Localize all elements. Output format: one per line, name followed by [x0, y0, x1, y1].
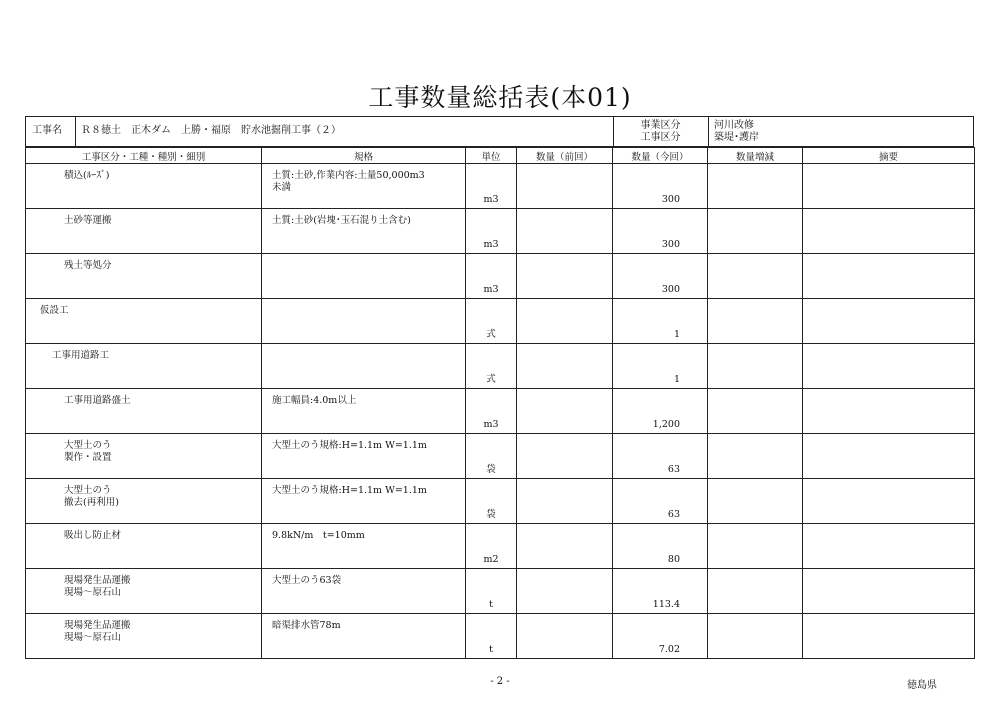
spec-line: 大型土のう規格:H=1.1m W=1.1m	[272, 440, 427, 451]
unit-value: t	[489, 599, 493, 610]
unit-value: m2	[483, 554, 499, 565]
current-qty-cell	[613, 524, 708, 569]
current-qty-value: 63	[667, 464, 680, 475]
current-qty-value: 7.02	[658, 644, 680, 655]
spec-text	[262, 209, 465, 227]
item-cell	[26, 209, 262, 254]
unit-cell	[466, 299, 517, 344]
unit-value: 袋	[486, 509, 496, 520]
qty-change-cell	[708, 344, 803, 389]
col-header-prev-qty: 数量（前回）	[517, 148, 613, 164]
business-category-value: 河川改修	[714, 120, 754, 131]
spec-line: 土質:土砂,作業内容:土量50,000m3	[272, 170, 425, 181]
unit-value: m3	[483, 194, 499, 205]
item-name	[26, 389, 261, 407]
prev-qty-cell	[517, 209, 613, 254]
spec-text	[262, 344, 465, 350]
prev-qty-cell	[517, 254, 613, 299]
col-header-unit: 単位	[466, 148, 517, 164]
remarks-cell	[803, 209, 975, 254]
prev-qty-cell	[517, 164, 613, 209]
unit-value: m3	[483, 239, 499, 250]
spec-cell	[262, 344, 466, 389]
item-name-line: 土砂等運搬	[64, 215, 112, 226]
item-name	[26, 299, 261, 317]
spec-cell	[262, 524, 466, 569]
spec-cell	[262, 479, 466, 524]
prev-qty-cell	[517, 479, 613, 524]
item-cell	[26, 569, 262, 614]
current-qty-cell	[613, 389, 708, 434]
item-name	[26, 434, 261, 464]
spec-cell	[262, 209, 466, 254]
spec-line: 大型土のう規格:H=1.1m W=1.1m	[272, 485, 427, 496]
item-name	[26, 344, 261, 362]
col-header-item: 工事区分・工種・種別・細別	[26, 148, 262, 164]
current-qty-value: 80	[667, 554, 680, 565]
category-labels	[613, 120, 708, 144]
table-header-row	[26, 148, 975, 164]
remarks-cell	[803, 299, 975, 344]
unit-cell	[466, 209, 517, 254]
table-row	[26, 344, 975, 389]
item-name-line: 大型土のう	[64, 485, 112, 496]
unit-cell	[466, 389, 517, 434]
table-row	[26, 524, 975, 569]
current-qty-cell	[613, 434, 708, 479]
unit-value: m3	[483, 419, 499, 430]
item-name	[26, 254, 261, 272]
table-row	[26, 209, 975, 254]
item-name-line: 工事用道路盛土	[64, 395, 131, 406]
current-qty-value: 1	[673, 329, 680, 340]
remarks-cell	[803, 524, 975, 569]
prev-qty-cell	[517, 524, 613, 569]
current-qty-value: 113.4	[652, 599, 680, 610]
col-header-remarks: 摘要	[803, 148, 975, 164]
remarks-cell	[803, 254, 975, 299]
spec-text	[262, 434, 465, 452]
spec-cell	[262, 389, 466, 434]
qty-change-cell	[708, 164, 803, 209]
table-row	[26, 569, 975, 614]
spec-cell	[262, 164, 466, 209]
prev-qty-cell	[517, 569, 613, 614]
item-name-line: 撤去(再利用)	[64, 497, 119, 508]
col-header-spec: 規格	[262, 148, 466, 164]
current-qty-value: 300	[661, 284, 680, 295]
item-cell	[26, 524, 262, 569]
item-name-line: 積込(ﾙｰｽﾞ)	[64, 170, 110, 181]
current-qty-cell	[613, 614, 708, 659]
spec-text	[262, 569, 465, 587]
item-name-line: 仮設工	[40, 305, 69, 316]
qty-change-cell	[708, 299, 803, 344]
remarks-cell	[803, 434, 975, 479]
current-qty-cell	[613, 479, 708, 524]
item-cell	[26, 344, 262, 389]
current-qty-value: 300	[661, 239, 680, 250]
item-name-line: 現場～原石山	[64, 632, 122, 643]
spec-cell	[262, 299, 466, 344]
item-cell	[26, 164, 262, 209]
current-qty-cell	[613, 344, 708, 389]
qty-change-cell	[708, 254, 803, 299]
quantity-summary-table	[25, 147, 975, 659]
qty-change-cell	[708, 524, 803, 569]
work-category-label: 工事区分	[640, 132, 681, 143]
spec-cell	[262, 569, 466, 614]
remarks-cell	[803, 344, 975, 389]
prev-qty-cell	[517, 344, 613, 389]
current-qty-cell	[613, 569, 708, 614]
item-name-line: 現場～原石山	[64, 587, 122, 598]
item-name	[26, 209, 261, 227]
spec-text	[262, 479, 465, 497]
item-name-line: 吸出し防止材	[64, 530, 122, 541]
table-row	[26, 614, 975, 659]
spec-line: 施工幅員:4.0m以上	[272, 395, 357, 406]
spec-text	[262, 299, 465, 305]
remarks-cell	[803, 614, 975, 659]
table-row	[26, 164, 975, 209]
spec-text	[262, 254, 465, 260]
current-qty-value: 63	[667, 509, 680, 520]
current-qty-value: 1,200	[652, 419, 680, 430]
unit-value: m3	[483, 284, 499, 295]
spec-line: 9.8kN/m t=10mm	[272, 530, 365, 541]
unit-cell	[466, 434, 517, 479]
work-category-value: 築堤･護岸	[714, 132, 759, 143]
qty-change-cell	[708, 614, 803, 659]
item-name-line: 工事用道路工	[52, 350, 110, 361]
qty-change-cell	[708, 209, 803, 254]
unit-cell	[466, 479, 517, 524]
item-name	[26, 479, 261, 509]
item-name-line: 残土等処分	[64, 260, 112, 271]
spec-line: 大型土のう63袋	[272, 575, 342, 586]
item-name-line: 現場発生品運搬	[64, 575, 131, 586]
current-qty-value: 300	[661, 194, 680, 205]
item-cell	[26, 299, 262, 344]
table-row	[26, 389, 975, 434]
spec-line: 暗渠排水管78m	[272, 620, 341, 631]
spec-cell	[262, 434, 466, 479]
unit-value: 式	[486, 374, 496, 385]
item-name	[26, 569, 261, 599]
page-number: - 2 -	[490, 676, 510, 687]
prev-qty-cell	[517, 614, 613, 659]
unit-cell	[466, 614, 517, 659]
page-title: 工事数量総括表(本01)	[368, 83, 632, 112]
remarks-cell	[803, 164, 975, 209]
spec-text	[262, 524, 465, 542]
business-category-label: 事業区分	[640, 120, 681, 131]
qty-change-cell	[708, 389, 803, 434]
spec-text	[262, 164, 465, 194]
spec-text	[262, 614, 465, 632]
col-header-qty-change: 数量増減	[708, 148, 803, 164]
unit-value: t	[489, 644, 493, 655]
project-name-value: Ｒ８徳土 正木ダム 上勝・福原 貯水池掘削工事（２）	[81, 125, 341, 136]
unit-cell	[466, 344, 517, 389]
spec-text	[262, 389, 465, 407]
remarks-cell	[803, 479, 975, 524]
item-name-line: 大型土のう	[64, 440, 112, 451]
item-cell	[26, 434, 262, 479]
qty-change-cell	[708, 434, 803, 479]
spec-cell	[262, 254, 466, 299]
unit-value: 式	[486, 329, 496, 340]
prev-qty-cell	[517, 389, 613, 434]
current-qty-cell	[613, 209, 708, 254]
project-header-box	[25, 116, 974, 147]
item-name-line: 製作・設置	[64, 452, 112, 463]
table-row	[26, 254, 975, 299]
current-qty-value: 1	[673, 374, 680, 385]
unit-cell	[466, 569, 517, 614]
organization-name: 徳島県	[907, 680, 937, 691]
table-row	[26, 434, 975, 479]
table-row	[26, 479, 975, 524]
category-values	[714, 120, 759, 144]
current-qty-cell	[613, 164, 708, 209]
current-qty-cell	[613, 299, 708, 344]
spec-line: 未満	[272, 182, 292, 193]
item-name	[26, 164, 261, 182]
project-name-label: 工事名	[32, 125, 62, 136]
item-name-line: 現場発生品運搬	[64, 620, 131, 631]
qty-change-cell	[708, 479, 803, 524]
item-cell	[26, 389, 262, 434]
item-cell	[26, 614, 262, 659]
prev-qty-cell	[517, 434, 613, 479]
unit-cell	[466, 164, 517, 209]
item-name	[26, 614, 261, 644]
remarks-cell	[803, 569, 975, 614]
current-qty-cell	[613, 254, 708, 299]
item-name	[26, 524, 261, 542]
col-header-current-qty: 数量（今回）	[613, 148, 708, 164]
item-cell	[26, 254, 262, 299]
unit-cell	[466, 254, 517, 299]
item-cell	[26, 479, 262, 524]
spec-line: 土質:土砂(岩塊･玉石混り土含む)	[272, 215, 411, 226]
table-row	[26, 299, 975, 344]
prev-qty-cell	[517, 299, 613, 344]
unit-cell	[466, 524, 517, 569]
unit-value: 袋	[486, 464, 496, 475]
spec-cell	[262, 614, 466, 659]
qty-change-cell	[708, 569, 803, 614]
remarks-cell	[803, 389, 975, 434]
